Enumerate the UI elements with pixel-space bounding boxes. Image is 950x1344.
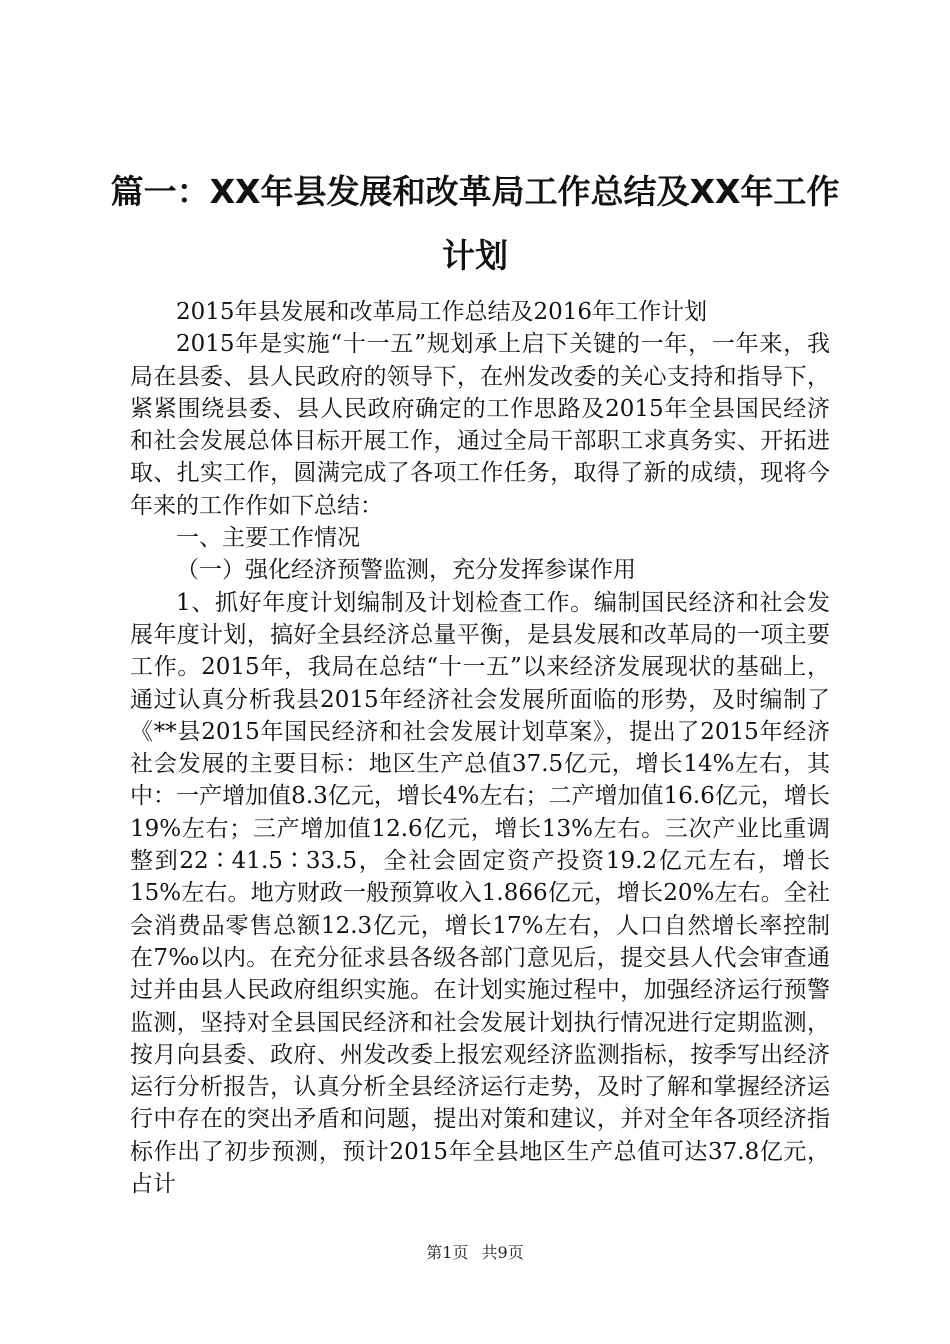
section-heading: 一、主要工作情况 bbox=[176, 525, 360, 552]
document-body bbox=[130, 296, 830, 1200]
page-footer bbox=[0, 1240, 950, 1263]
intro-paragraph: 2015年是实施“十一五”规划承上启下关键的一年，一年来，我局在县委、县人民政府的领导下，在州发改委的关心支持和指导下，紧紧围绕县委、县人民政府确定的工作思路及2015年全县国民经济和社会发展总体目标开展工作，通过全局干部职工求真务实、开拓进取、扎实工作，圆满完成了各项工作任务，取得了新的成绩，现将今年来的工作作如下总结： bbox=[130, 331, 830, 519]
page-total: 共9页 bbox=[481, 1243, 524, 1262]
subsection-heading: （一）强化经济预警监测，充分发挥参谋作用 bbox=[176, 557, 636, 584]
page-number: 第1页 bbox=[426, 1243, 469, 1262]
subtitle-paragraph: 2015年县发展和改革局工作总结及2016年工作计划 bbox=[176, 299, 708, 325]
body-paragraph: 1、抓好年度计划编制及计划检查工作。编制国民经济和社会发展年度计划，搞好全县经济总量平衡，是县发展和改革局的一项主要工作。2015年，我局在总结“十一五”以来经济发展现状的基础上，通过认真分析我县2015年经济社会发展所面临的形势，及时编制了《**县2015年国民经济和社会发展计划草案》，提出了2015年经济社会发展的主要目标：地区生产总值37.5亿元，增长14%左右，其中：一产增加值8.3亿元，增长4%左右；二产增加值16.6亿元，增长19%左右；三产增加值12.6亿元，增长13%左右。三次产业比重调整到22∶41.5∶33.5，全社会固定资产投资19.2亿元左右，增长15%左右。地方财政一般预算收入1.866亿元，增长20%左右。全社会消费品零售总额12.3亿元，增长17%左右，人口自然增长率控制在7‰以内。在充分征求县各级各部门意见后，提交县人代会审查通过并由县人民政府组织实施。在计划实施过程中，加强经济运行预警监测，坚持对全县国民经济和社会发展计划执行情况进行定期监测，按月向县委、政府、州发改委上报宏观经济监测指标，按季写出经济运行分析报告，认真分析全县经济运行走势，及时了解和掌握经济运行中存在的突出矛盾和问题，提出对策和建议，并对全年各项经济指标作出了初步预测，预计2015年全县地区生产总值可达37.8亿元，占计 bbox=[130, 589, 830, 1198]
document-title: 篇一：XX年县发展和改革局工作总结及XX年工作计划 bbox=[110, 172, 840, 275]
